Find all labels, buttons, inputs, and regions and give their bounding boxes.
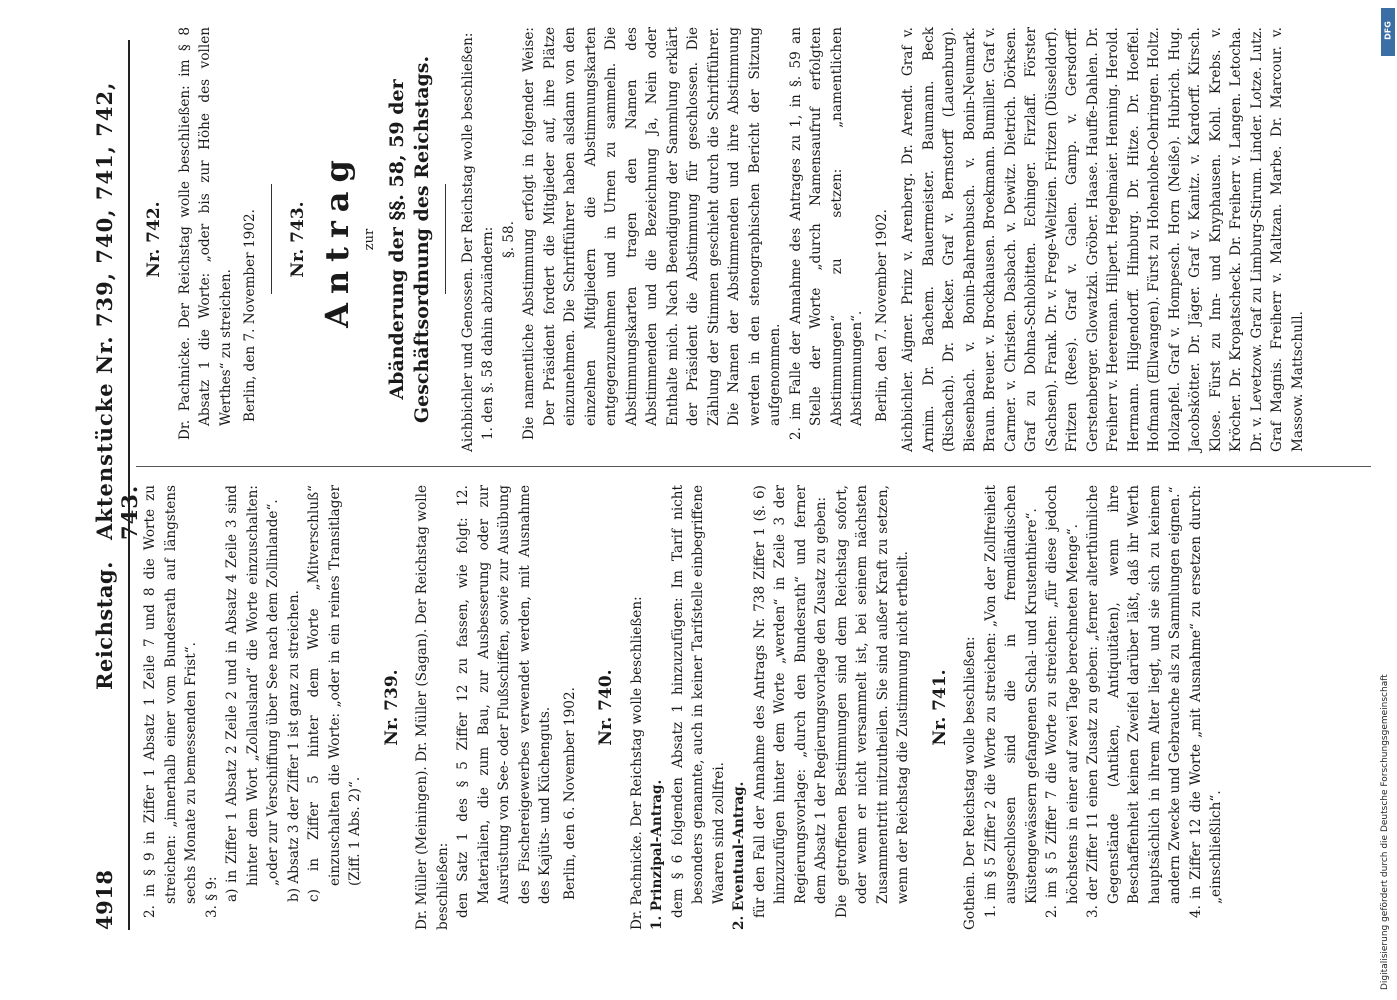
paragraph: b) Absatz 3 der Ziffer 1 ist ganz zu streichen. [285, 590, 302, 902]
nr741-item: 1. im § 5 Ziffer 2 die Worte zu streichen: „Von der Zollfreiheit ausgeschlossen sind die in fremdländischen Küstengewässern gefangenen Schal- und Krustenthiere“. [982, 485, 1040, 918]
nr740-label-2 [729, 485, 750, 930]
nr741-heading: Nr. 741. [929, 669, 950, 746]
page-number: 4918 [92, 869, 117, 930]
nr743-antrag-title: Antrag [318, 151, 356, 328]
nr741-item: 2. im § 5 Ziffer 7 die Worte zu streichen: „für diese jedoch höchstens in einer auf zwei Tage berechneten Menge“. [1044, 485, 1081, 918]
divider [445, 185, 446, 295]
nr743-heading: Nr. 743. [287, 201, 308, 278]
nr743-item1: 1. den §. 58 dahin abzuändern: [480, 226, 496, 440]
funding-note: Digitalisierung gefördert durch die Deutsche Forschungsgemeinschaft [1380, 674, 1390, 990]
nr743-item2: 2. im Falle der Annahme des Antrages zu 1, in §. 59 an Stelle der Worte „durch Namensaufruf erfolgten Abstimmungen“ zu setzen: „namentlichen Abstimmungen“. [787, 27, 865, 440]
header-rule [128, 40, 130, 930]
nr743-text: Die namentliche Abstimmung erfolgt in folgender Weise: Der Präsident fordert die Mitglieder auf, ihre Plätze einzunehmen. Die Schriftführer haben alsdann von den einzelnen Mitgliedern die Abstimmungskarten entgegenzunehmen und in Urnen zu sammeln. Die Abstimmungskarten tragen den Namen des Abstimmenden und die Bezeichnung Ja, Nein oder Enthalte mich. Nach Beendigung der Sammlung erklärt der Präsident die Abstimmung für geschlossen. Die Zählung der Stimmen geschieht durch die Schriftführer. Die Namen der Abstimmenden und ihre Abstimmung werden in den stenographischen Bericht der Sitzung aufgenommen. [521, 27, 783, 440]
nr740-label-1 [647, 485, 668, 930]
nr743-subject: Abänderung der §§. 58, 59 der Geschäftsordnung des Reichstags. [385, 55, 433, 424]
nr740-p3: Die getroffenen Bestimmungen sind dem Reichstag sofort, oder wenn er nicht versammelt ist, bei seinem nächsten Zusammentritt mitzutheilen. Sie sind außer Kraft zu setzen, wenn der Reichstag die Zustimmung nicht ertheilt. [833, 485, 911, 918]
nr739-date: Berlin, den 6. November 1902. [561, 687, 578, 900]
nr739-text: den Satz 1 des § 5 Ziffer 12 zu fassen, wie folgt: 12. Materialien, die zum Bau, zur Ausbesserung oder zur Ausrüstung von See- oder Flußschiffen, sowie zur Ausübung des Fischereigewerbes verwendet werden, mit Ausnahme des Kajüts- und Küchenguts. [455, 485, 553, 918]
nr741-item: 4. in Ziffer 12 die Worte „mit Ausnahme“ zu ersetzen durch: „einschließlich“. [1187, 485, 1224, 918]
nr740-p1: dem § 6 folgenden Absatz 1 hinzuzufügen: Im Tarif nicht besonders genannte, auch in keiner Tarifstelle einbegriffene Waaren sind zollfrei. [669, 485, 727, 918]
nr742-text: Dr. Pachnicke. Der Reichstag wolle beschließen: im § 8 Absatz 1 die Worte: „oder bis zur Höhe des vollen Werthes“ zu streichen. [176, 27, 234, 440]
paragraph: a) in Ziffer 1 Absatz 2 Zeile 2 und in Absatz 4 Zeile 3 sind hinter dem Wort „Zollausland“ die Worte einzuschalten: „oder zur Verschiffung über See nach dem Zollinlande“. [224, 485, 281, 902]
nr743-date: Berlin, den 7. November 1902. [873, 209, 890, 422]
right-column [140, 27, 1308, 452]
dfg-logo [1381, 8, 1395, 56]
left-column [140, 485, 1227, 930]
page-header [92, 40, 142, 930]
divider [271, 185, 272, 295]
nr743-paragraph-sign: §. 58. [500, 220, 517, 259]
paragraph: 3. § 9: [203, 876, 220, 918]
nr743-signatories: Aichbichler. Aigner. Prinz v. Arenberg. Dr. Arendt. Graf v. Arnim. Dr. Bachem. Bauermeister. Baumann. Beck (Rischach). Dr. Becker. Graf v. Bernstorff (Lauenburg). Biesenbach. v. Bonin-Bahrenbusch. v. Bonin-Neumark. Braun. Breuer. v. Brockhausen. Broekmann. Bumiller. Graf v. Carmer. v. Christen. Dasbach. v. Dewitz. Dietrich. Dörksen. Graf zu Dohna-Schlobitten. Echinger. Firzlaff. Förster (Sachsen). Frank. Dr. v. Frege-Weltzien. Fritzen (Düsseldorf). Fritzen (Rees). Graf v. Galen. Gamp. v. Gersdorff. Gerstenberger. Glowatzki. Gröber. Haase. Hauffe-Dahlen. Dr. Freiherr v. Heereman. Hilpert. Hegelmaier. Henning. Herold. Hermann. Hilgendorff. Himburg. Dr. Hitze. Dr. Hoeffel. Hofmann (Ellwangen). Fürst zu Hohenlohe-Oehringen. Holtz. Holzapfel. Graf v. Hompesch. Horn (Neiße). Hubrich. Hug. Jacobskötter. Dr. Jäger. Graf v. Kanitz. v. Kardorff. Kirsch. Klose. Fürst zu Inn- und Knyphausen. Kohl. Krebs. v. Kröcher. Dr. Kropatscheck. Dr. Freiherr v. Langen. Letocha. Dr. v. Levetzow. Graf zu Limburg-Stirum. Linder. Lotze. Lutz. Graf Magnis. Freiherr v. Maltzan. Marbe. Dr. Marcour. v. Massow. Mattschull. [900, 27, 1306, 452]
nr739-intro: Dr. Müller (Meiningen). Dr. Müller (Sagan). Der Reichstag wolle beschließen: [414, 485, 451, 930]
section-title: Reichstag. [92, 561, 117, 690]
nr740-p1-label: 1. Prinzipal-Antrag. [649, 779, 665, 930]
nr740-p2-label: 2. Eventual-Antrag. [731, 781, 747, 930]
nr740-intro: Dr. Pachnicke. Der Reichstag wolle beschließen: [628, 596, 645, 930]
nr740-p2: für den Fall der Annahme des Antrags Nr. 738 Ziffer 1 (§. 6) hinzuzufügen hinter dem Worte „werden“ in Zeile 3 der Regierungsvorlage: „durch den Bundesrath“ und ferner dem Absatz 1 der Regierungsvorlage den Zusatz zu geben: [751, 485, 829, 918]
header-title: Aktenstücke Nr. 739, 740, 741, 742, 743. [92, 81, 142, 540]
nr739-heading: Nr. 739. [381, 669, 402, 746]
nr741-intro: Gothein. Der Reichstag wolle beschließen: [962, 636, 978, 930]
nr740-heading: Nr. 740. [596, 669, 616, 746]
nr743-intro: Aichbichler und Genossen. Der Reichstag wolle beschließen: [459, 32, 476, 452]
nr742-date: Berlin, den 7. November 1902. [242, 209, 258, 422]
dfg-logo-text: DFG [1383, 21, 1393, 40]
paragraph: c) in Ziffer 5 hinter dem Worte „Mitverschluß“ einzuschalten die Worte: „oder in ein reines Transitlager (Ziff. 1 Abs. 2)“. [306, 485, 363, 902]
column-divider [136, 466, 1371, 467]
paragraph: 2. in § 9 in Ziffer 1 Absatz 1 Zeile 7 und 8 die Worte zu streichen: „innerhalb einer vom Bundesrath auf längstens sechs Monate zu bemessenden Frist“. [142, 485, 199, 918]
nr742-heading: Nr. 742. [144, 201, 164, 278]
nr743-zur: zur [362, 228, 377, 251]
nr741-item: 3. der Ziffer 11 einen Zusatz zu geben: „ferner alterthümliche Gegenstände (Antiken, Antiquitäten), wenn ihre Beschaffenheit keinen Zweifel darüber läßt, daß ihr Werth hauptsächlich in ihrem Alter liegt, und sie sich zu keinem andern Zwecke und Gebrauche als zu Sammlungen eignen.“ [1085, 485, 1183, 918]
